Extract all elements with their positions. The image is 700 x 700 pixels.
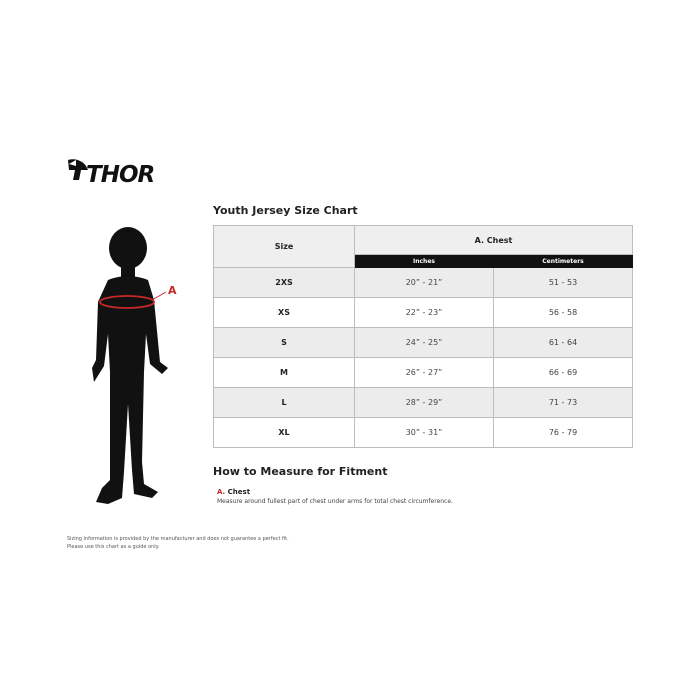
size-cell: M xyxy=(214,358,355,388)
size-cell: S xyxy=(214,328,355,358)
disclaimer xyxy=(67,535,289,551)
size-cell: L xyxy=(214,388,355,418)
cm-cell: 66 - 69 xyxy=(494,358,633,388)
thor-helmet-mark xyxy=(68,159,88,180)
cm-cell: 71 - 73 xyxy=(494,388,633,418)
child-silhouette xyxy=(86,222,196,512)
header-size: Size xyxy=(214,226,355,268)
size-cell: XL xyxy=(214,418,355,448)
header-centimeters: Centimeters xyxy=(494,255,633,268)
inches-cell: 24” - 25” xyxy=(355,328,494,358)
cm-cell: 61 - 64 xyxy=(494,328,633,358)
size-chart-title: Youth Jersey Size Chart xyxy=(213,204,358,217)
table-row xyxy=(214,358,633,388)
brand-wordmark: THOR xyxy=(86,162,155,188)
table-row xyxy=(214,388,633,418)
cm-cell: 51 - 53 xyxy=(494,268,633,298)
table-row xyxy=(214,418,633,448)
howto-title: How to Measure for Fitment xyxy=(213,465,388,478)
size-chart-table xyxy=(213,225,633,448)
table-row xyxy=(214,268,633,298)
header-inches: Inches xyxy=(355,255,494,268)
disclaimer-line-2: Please use this chart as a guide only. xyxy=(67,544,160,550)
inches-cell: 22” - 23” xyxy=(355,298,494,328)
size-cell: XS xyxy=(214,298,355,328)
inches-cell: 20” - 21” xyxy=(355,268,494,298)
inches-cell: 28” - 29” xyxy=(355,388,494,418)
measure-item-letter: A. xyxy=(217,488,226,496)
table-row xyxy=(214,328,633,358)
measure-item-name: Chest xyxy=(227,488,251,496)
inches-cell: 26” - 27” xyxy=(355,358,494,388)
measure-item-description: Measure around fullest part of chest under arms for total chest circumference. xyxy=(217,498,453,505)
cm-cell: 76 - 79 xyxy=(494,418,633,448)
header-chest: A. Chest xyxy=(355,226,633,255)
disclaimer-line-1: Sizing information is provided by the manufacturer and does not guarantee a perfect fit. xyxy=(67,536,289,542)
thor-logo xyxy=(66,156,168,188)
size-cell: 2XS xyxy=(214,268,355,298)
chest-marker-label: A xyxy=(168,284,177,297)
measure-item-label xyxy=(217,488,250,496)
table-row xyxy=(214,298,633,328)
cm-cell: 56 - 58 xyxy=(494,298,633,328)
inches-cell: 30” - 31” xyxy=(355,418,494,448)
